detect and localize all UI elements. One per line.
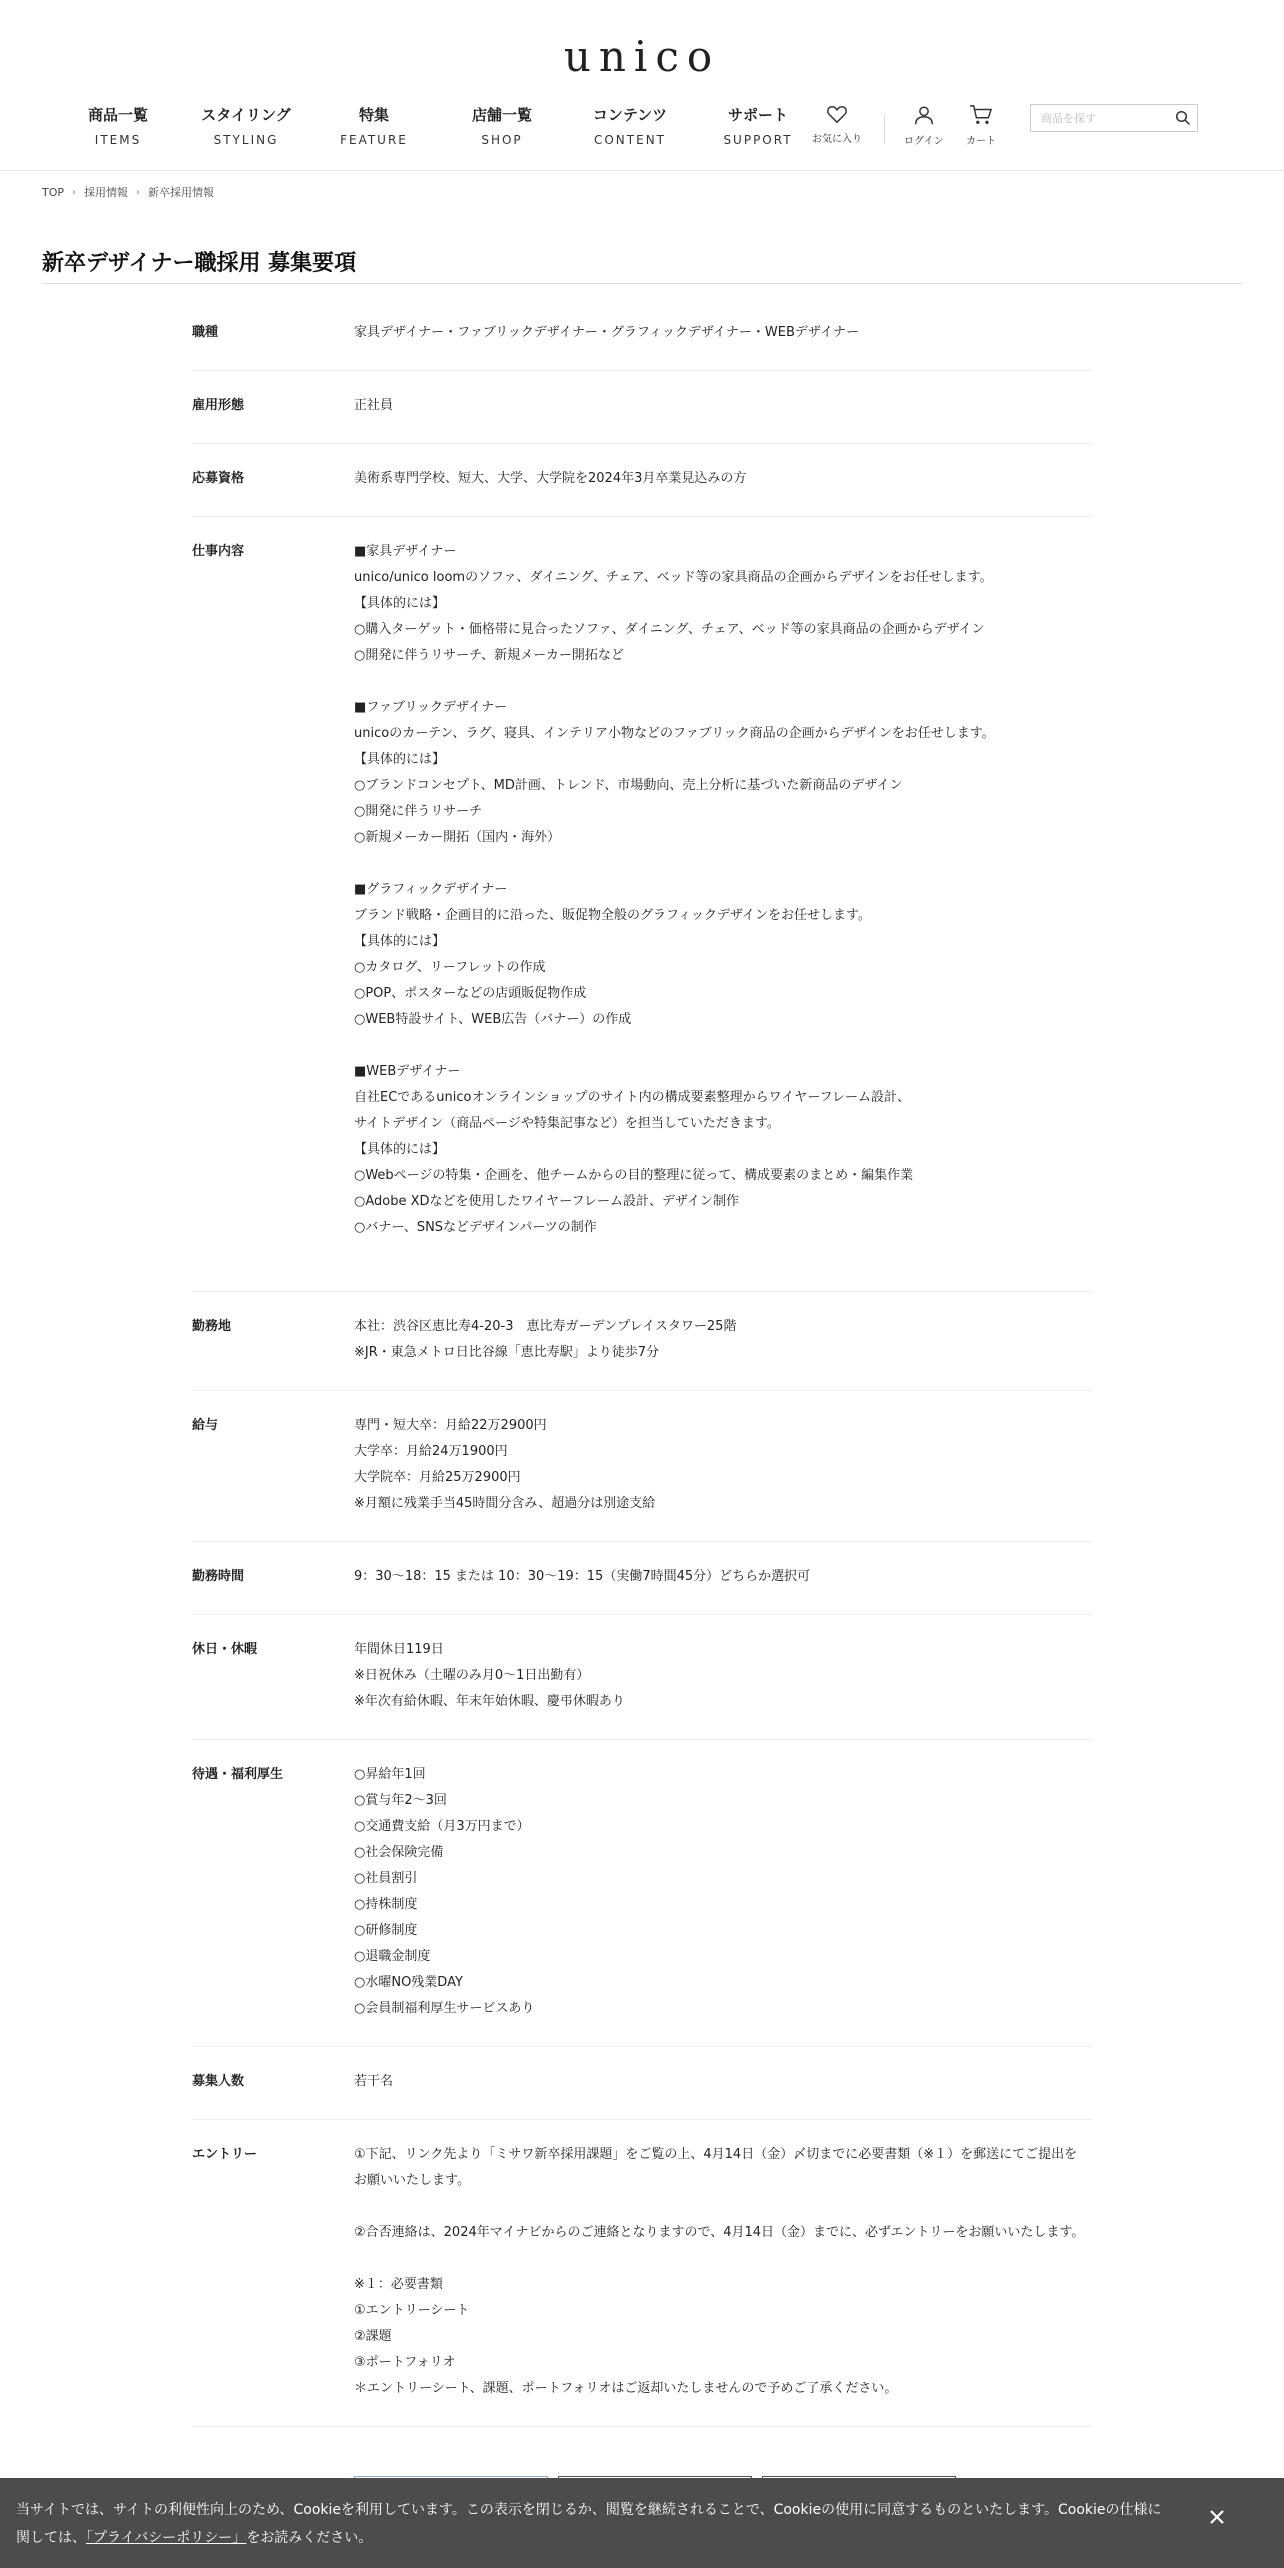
- search-icon[interactable]: [1175, 110, 1191, 126]
- row-label: 休日・休暇: [192, 1642, 258, 1657]
- row-value-line: ○開発に伴うリサーチ、新規メーカー開拓など: [354, 648, 624, 663]
- row-label: 給与: [192, 1418, 219, 1433]
- row-value-line: ※年次有給休暇、年末年始休暇、慶弔休暇あり: [354, 1694, 625, 1709]
- cookie-banner: [0, 2478, 1284, 2568]
- row-value-line: ③ポートフォリオ: [354, 2355, 456, 2370]
- row-label: 雇用形態: [192, 398, 245, 413]
- nav-items[interactable]: [58, 104, 178, 147]
- nav-styling[interactable]: [186, 104, 306, 147]
- login-link[interactable]: [904, 104, 944, 147]
- row-value-line: ※日祝休み（土曜のみ月0～1日出勤有）: [354, 1668, 590, 1683]
- table-row: [192, 1740, 1092, 2047]
- row-value-line: 若干名: [354, 2074, 394, 2089]
- nav-label: 店舗一覧: [471, 106, 532, 124]
- nav-label: スタイリング: [201, 106, 291, 124]
- nav-label: 特集: [358, 106, 389, 124]
- row-value-line: ○POP、ポスターなどの店頭販促物作成: [354, 986, 587, 1001]
- util-divider: [884, 114, 885, 144]
- row-label: 勤務地: [192, 1319, 232, 1334]
- row-value-line: 美術系専門学校、短大、大学、大学院を2024年3月卒業見込みの方: [354, 471, 747, 486]
- row-value-line: 自社ECであるunicoオンラインショップのサイト内の構成要素整理からワイヤーフレーム設計、: [354, 1090, 911, 1105]
- row-value-line: 【具体的には】: [354, 752, 446, 767]
- cookie-text-line2: [16, 2524, 1268, 2552]
- row-value-line: 9：30～18：15 または 10：30～19：15（実働7時間45分）どちらか選択可: [354, 1569, 811, 1584]
- row-label: 勤務時間: [192, 1569, 245, 1584]
- row-value-line: ■家具デザイナー: [354, 544, 457, 559]
- row-value-line: 本社：渋谷区恵比寿4-20-3 恵比寿ガーデンプレイスタワー25階: [354, 1319, 737, 1334]
- row-value-line: ○開発に伴うリサーチ: [354, 804, 483, 819]
- row-value: [354, 1314, 1092, 1366]
- table-row: [192, 2047, 1092, 2120]
- row-value-line: ②合否連絡は、2024年マイナビからのご連絡となりますので、4月14日（金）までに、必ずエントリーをお願いいたします。: [354, 2225, 1085, 2240]
- row-value-line: ○社員割引: [354, 1871, 418, 1886]
- row-value-line: サイトデザイン（商品ページや特集記事など）を担当していただきます。: [354, 1116, 780, 1131]
- cookie-text-line1: 当サイトでは、サイトの利便性向上のため、Cookieを利用しています。この表示を閉じるか、閲覧を継続されることで、Cookieの使用に同意するものといたします。Cookieの仕様に: [16, 2502, 1162, 2518]
- row-value-line: 専門・短大卒：月給22万2900円: [354, 1418, 547, 1433]
- row-value-line: ○バナー、SNSなどデザインパーツの制作: [354, 1220, 597, 1235]
- nav-sublabel: FEATURE: [340, 133, 408, 147]
- table-row: [192, 298, 1092, 371]
- row-value-line: 家具デザイナー・ファブリックデザイナー・グラフィックデザイナー・WEBデザイナー: [354, 325, 860, 340]
- site-header: [0, 0, 1284, 171]
- row-value-line: 【具体的には】: [354, 596, 446, 611]
- row-value-line: お願いいたします。: [354, 2173, 470, 2188]
- login-label: ログイン: [904, 136, 944, 147]
- row-value-line: ＊エントリーシート、課題、ポートフォリオはご返却いたしませんので予めご了承ください。: [354, 2381, 898, 2396]
- row-value-line: unicoのカーテン、ラグ、寝具、インテリア小物などのファブリック商品の企画からデザインをお任せします。: [354, 726, 995, 741]
- row-label: 仕事内容: [192, 544, 245, 559]
- row-label: 募集人数: [192, 2074, 245, 2089]
- row-value-line: ○購入ターゲット・価格帯に見合ったソファ、ダイニング、チェア、ベッド等の家具商品の企画からデザイン: [354, 622, 985, 637]
- row-label: エントリー: [192, 2147, 258, 2162]
- cookie-text-post: をお読みください。: [246, 2530, 373, 2546]
- row-value-line: ※JR・東急メトロ日比谷線「恵比寿駅」より徒歩7分: [354, 1345, 660, 1360]
- row-value-line: ○持株制度: [354, 1897, 418, 1912]
- heart-icon: [826, 104, 848, 124]
- row-value-line: [354, 851, 1092, 877]
- table-row: [192, 2120, 1092, 2427]
- row-value: [354, 466, 1092, 492]
- row-value-line: ○交通費支給（月3万円まで）: [354, 1819, 530, 1834]
- nav-label: コンテンツ: [592, 106, 668, 124]
- breadcrumb-top[interactable]: TOP: [42, 185, 65, 199]
- cart-link[interactable]: [966, 104, 996, 147]
- row-value-line: unico/unico loomのソファ、ダイニング、チェア、ベッド等の家具商品の企画からデザインをお任せします。: [354, 570, 993, 585]
- site-logo[interactable]: unico: [563, 32, 721, 81]
- chevron-right-icon: ›: [136, 186, 141, 198]
- row-value-line: 正社員: [354, 398, 394, 413]
- global-nav: [58, 104, 826, 147]
- row-value-line: ○ブランドコンセプト、MD計画、トレンド、市場動向、売上分析に基づいた新商品のデザイン: [354, 778, 903, 793]
- row-value-line: ①下記、リンク先より「ミサワ新卒採用課題」をご覧の上、4月14日（金）〆切までに必要書類（※１）を郵送にてご提出を: [354, 2147, 1078, 2162]
- row-value-line: [354, 2194, 1092, 2220]
- row-value: [354, 1564, 1092, 1590]
- row-value-line: [354, 2246, 1092, 2272]
- row-value-line: ○研修制度: [354, 1923, 418, 1938]
- row-value-line: [354, 669, 1092, 695]
- nav-shop[interactable]: [442, 104, 562, 147]
- nav-label: 商品一覧: [87, 106, 148, 124]
- requirements-table: [192, 298, 1092, 2427]
- row-value-line: ○退職金制度: [354, 1949, 431, 1964]
- row-value: [354, 393, 1092, 419]
- close-icon[interactable]: [1208, 2508, 1226, 2526]
- nav-support[interactable]: [698, 104, 818, 147]
- row-value: [354, 2142, 1092, 2402]
- row-value-line: 大学卒：月給24万1900円: [354, 1444, 508, 1459]
- cart-label: カート: [966, 136, 996, 147]
- chevron-right-icon: ›: [72, 186, 77, 198]
- privacy-policy-link[interactable]: 「プライバシーポリシー」: [86, 2530, 247, 2546]
- row-label: 職種: [192, 325, 219, 340]
- row-value-line: ②課題: [354, 2329, 392, 2344]
- row-value-line: ○カタログ、リーフレットの作成: [354, 960, 546, 975]
- row-value-line: 大学院卒：月給25万2900円: [354, 1470, 521, 1485]
- nav-sublabel: SHOP: [481, 133, 523, 147]
- row-value-line: ■グラフィックデザイナー: [354, 882, 508, 897]
- row-value-line: ○新規メーカー開拓（国内・海外）: [354, 830, 561, 845]
- nav-label: サポート: [727, 106, 788, 124]
- page-title: 新卒デザイナー職採用 募集要項: [42, 246, 1242, 284]
- cookie-text-pre: 関しては、: [16, 2530, 86, 2546]
- table-row: [192, 1542, 1092, 1615]
- row-value: [354, 320, 1092, 346]
- nav-sublabel: ITEMS: [94, 133, 142, 147]
- row-value-line: ■ファブリックデザイナー: [354, 700, 508, 715]
- row-value-line: [354, 1241, 1092, 1267]
- nav-sublabel: STYLING: [213, 133, 279, 147]
- nav-feature[interactable]: [314, 104, 434, 147]
- row-value: [354, 1413, 1092, 1517]
- user-icon: [913, 104, 935, 126]
- table-row: [192, 1391, 1092, 1542]
- row-value-line: ○会員制福利厚生サービスあり: [354, 2001, 535, 2016]
- row-value-line: 年間休日119日: [354, 1642, 444, 1657]
- table-row: [192, 1615, 1092, 1740]
- row-value-line: ○社会保険完備: [354, 1845, 444, 1860]
- breadcrumb: [42, 184, 214, 200]
- row-value: [354, 539, 1092, 1267]
- row-value-line: ※月額に残業手当45時間分含み、超過分は別途支給: [354, 1496, 656, 1511]
- row-value: [354, 1637, 1092, 1715]
- row-value-line: ○昇給年1回: [354, 1767, 426, 1782]
- row-value-line: 【具体的には】: [354, 934, 446, 949]
- table-row: [192, 444, 1092, 517]
- row-value-line: ○水曜NO残業DAY: [354, 1975, 463, 1990]
- table-row: [192, 517, 1092, 1292]
- cart-icon: [969, 104, 993, 126]
- search-box: [1030, 104, 1198, 132]
- nav-sublabel: SUPPORT: [723, 133, 793, 147]
- row-value-line: ブランド戦略・企画目的に沿った、販促物全般のグラフィックデザインをお任せします。: [354, 908, 872, 923]
- row-value-line: ○Adobe XDなどを使用したワイヤーフレーム設計、デザイン制作: [354, 1194, 740, 1209]
- row-value-line: 【具体的には】: [354, 1142, 446, 1157]
- favorite-link[interactable]: [812, 104, 862, 145]
- breadcrumb-current: 新卒採用情報: [148, 186, 215, 199]
- row-value: [354, 2069, 1092, 2095]
- table-row: [192, 1292, 1092, 1391]
- row-value-line: ○賞与年2～3回: [354, 1793, 447, 1808]
- row-value-line: [354, 1033, 1092, 1059]
- row-value-line: ※１：必要書類: [354, 2277, 443, 2292]
- nav-content[interactable]: [570, 104, 690, 147]
- table-row: [192, 371, 1092, 444]
- row-value-line: ○Webページの特集・企画を、他チームからの目的整理に従って、構成要素のまとめ・編集作業: [354, 1168, 914, 1183]
- search-input[interactable]: [1039, 111, 1173, 126]
- row-value: [354, 1762, 1092, 2022]
- row-value-line: ○WEB特設サイト、WEB広告（バナー）の作成: [354, 1012, 632, 1027]
- row-label: 応募資格: [192, 471, 245, 486]
- breadcrumb-recruit[interactable]: 採用情報: [84, 186, 129, 199]
- row-value-line: ■WEBデザイナー: [354, 1064, 461, 1079]
- nav-sublabel: CONTENT: [593, 133, 667, 147]
- row-label: 待遇・福利厚生: [192, 1767, 284, 1782]
- favorite-label: お気に入り: [812, 134, 862, 145]
- row-value-line: ①エントリーシート: [354, 2303, 470, 2318]
